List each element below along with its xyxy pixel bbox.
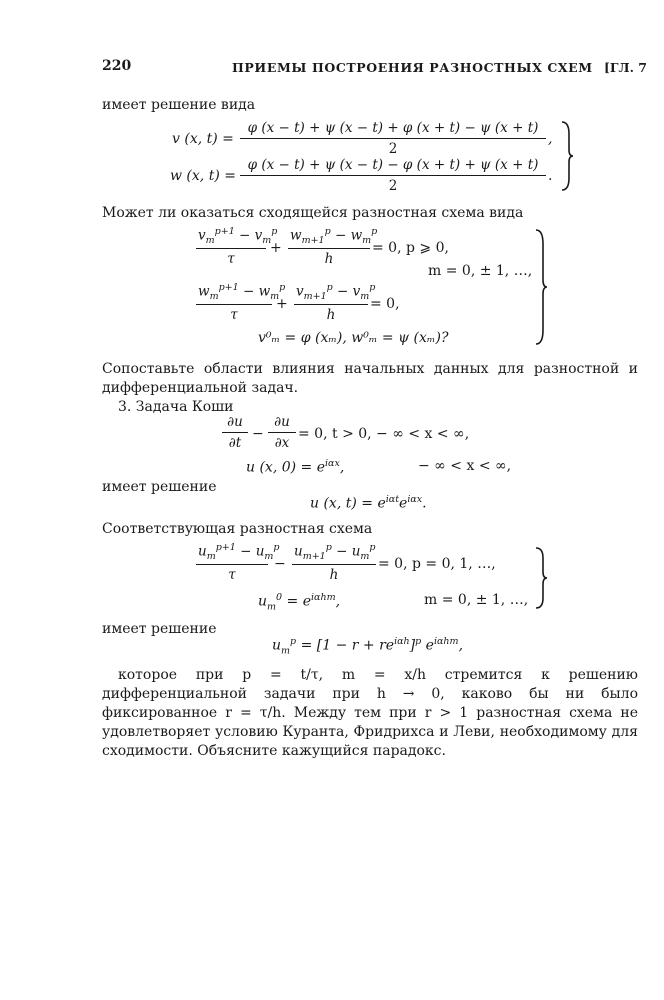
- s2-equation-rhs: = 0, p = 0, 1, …,: [378, 556, 496, 572]
- eq1-lhs: v (x, t) =: [172, 131, 234, 147]
- paragraph-5: имеет решение: [102, 479, 217, 495]
- eq1-comma: ,: [548, 131, 553, 147]
- eq2-lhs: w (x, t) =: [170, 168, 236, 184]
- page-number: 220: [102, 58, 132, 74]
- s1-condition-1: = 0, p ⩾ 0,: [372, 240, 449, 256]
- paragraph-3: Сопоставьте области влияния начальных данных для разностной и дифференциальной задач.: [102, 361, 638, 396]
- paragraph-4: 3. Задача Коши: [118, 399, 234, 415]
- s1-frac-d: $v_{m+1}^p - v_m^p$ h: [296, 282, 376, 324]
- eq1-numerator: φ (x − t) + ψ (x − t) + φ (x + t) − ψ (x + t): [240, 120, 546, 139]
- s2-minus: −: [274, 556, 286, 572]
- s2-initial-range: m = 0, ± 1, …,: [424, 592, 529, 608]
- eq1-fraction: [240, 120, 546, 157]
- s1-plus-1: +: [270, 240, 282, 256]
- eq2-numerator: φ (x − t) + ψ (x − t) − φ (x + t) + ψ (x + t): [240, 157, 546, 176]
- cauchy-solution: u (x, $t) = e^{i\alpha t}e^{i\alpha x}$.: [310, 494, 427, 512]
- eq2-denominator: 2: [388, 178, 398, 194]
- s1-condition-2: m = 0, ± 1, …,: [428, 263, 533, 279]
- paragraph-8: которое при p = t/τ, m = x/h стремится к решению дифференциальной задачи при h → 0, каково бы ни было фиксированное r = τ/h. Между тем при r > 1 разностная схема не удовлетворяет условию Куранта, Фридрихса и Леви, необходимому для сходимости. Объясните кажущийся парадокс.: [102, 667, 638, 759]
- cauchy-equation-rhs: = 0, t > 0, − ∞ < x < ∞,: [298, 426, 470, 442]
- cauchy-initial: u (x, $0) = e^{i\alpha x}$,: [246, 458, 345, 476]
- brace-2: [534, 228, 548, 346]
- s2-frac-a: $u_m^{p+1} - u_m^p$ τ: [198, 542, 280, 584]
- cauchy-minus: −: [252, 426, 264, 442]
- s1-initial-conditions: v⁰ₘ = φ (xₘ), w⁰ₘ = ψ (xₘ)?: [258, 330, 449, 346]
- paragraph-6: Соответствующая разностная схема: [102, 521, 373, 537]
- paragraph-1: имеет решение вида: [102, 97, 256, 113]
- s1-frac-a: $v_m^{p+1} - v_m^p$ τ: [198, 226, 278, 268]
- cauchy-du-dt: $\frac{\partial u}{\partial t}$: [222, 414, 248, 451]
- s1-frac-c: $w_m^{p+1} - w_m^p$ τ: [198, 282, 286, 324]
- paragraph-2: Может ли оказаться сходящейся разностная схема вида: [102, 205, 524, 221]
- eq2-fraction: [240, 157, 546, 194]
- s2-frac-b: $u_{m+1}^p - u_m^p$ h: [294, 542, 376, 584]
- chapter-label: [ГЛ. 7: [604, 60, 647, 75]
- eq2-period: .: [548, 168, 553, 184]
- s1-frac-b: $w_{m+1}^p - w_m^p$ h: [290, 226, 378, 268]
- s1-condition-3: = 0,: [370, 296, 400, 312]
- cauchy-du-dx: $\frac{\partial u}{\partial x}$: [268, 414, 296, 451]
- paragraph-7: имеет решение: [102, 621, 217, 637]
- eq1-denominator: 2: [388, 141, 398, 157]
- running-title: ПРИЕМЫ ПОСТРОЕНИЯ РАЗНОСТНЫХ СХЕМ: [232, 60, 593, 75]
- brace-3: [534, 546, 548, 610]
- s1-plus-2: +: [276, 296, 288, 312]
- s2-solution: $u_m^p = [1 - r + re^{i\alpha h}]^p$ $e^{i\alpha hm}$,: [272, 636, 464, 657]
- brace-1: [560, 120, 574, 192]
- cauchy-initial-range: − ∞ < x < ∞,: [418, 458, 512, 474]
- s2-initial: $u_m^0 = e^{i\alpha hm}$,: [258, 592, 341, 613]
